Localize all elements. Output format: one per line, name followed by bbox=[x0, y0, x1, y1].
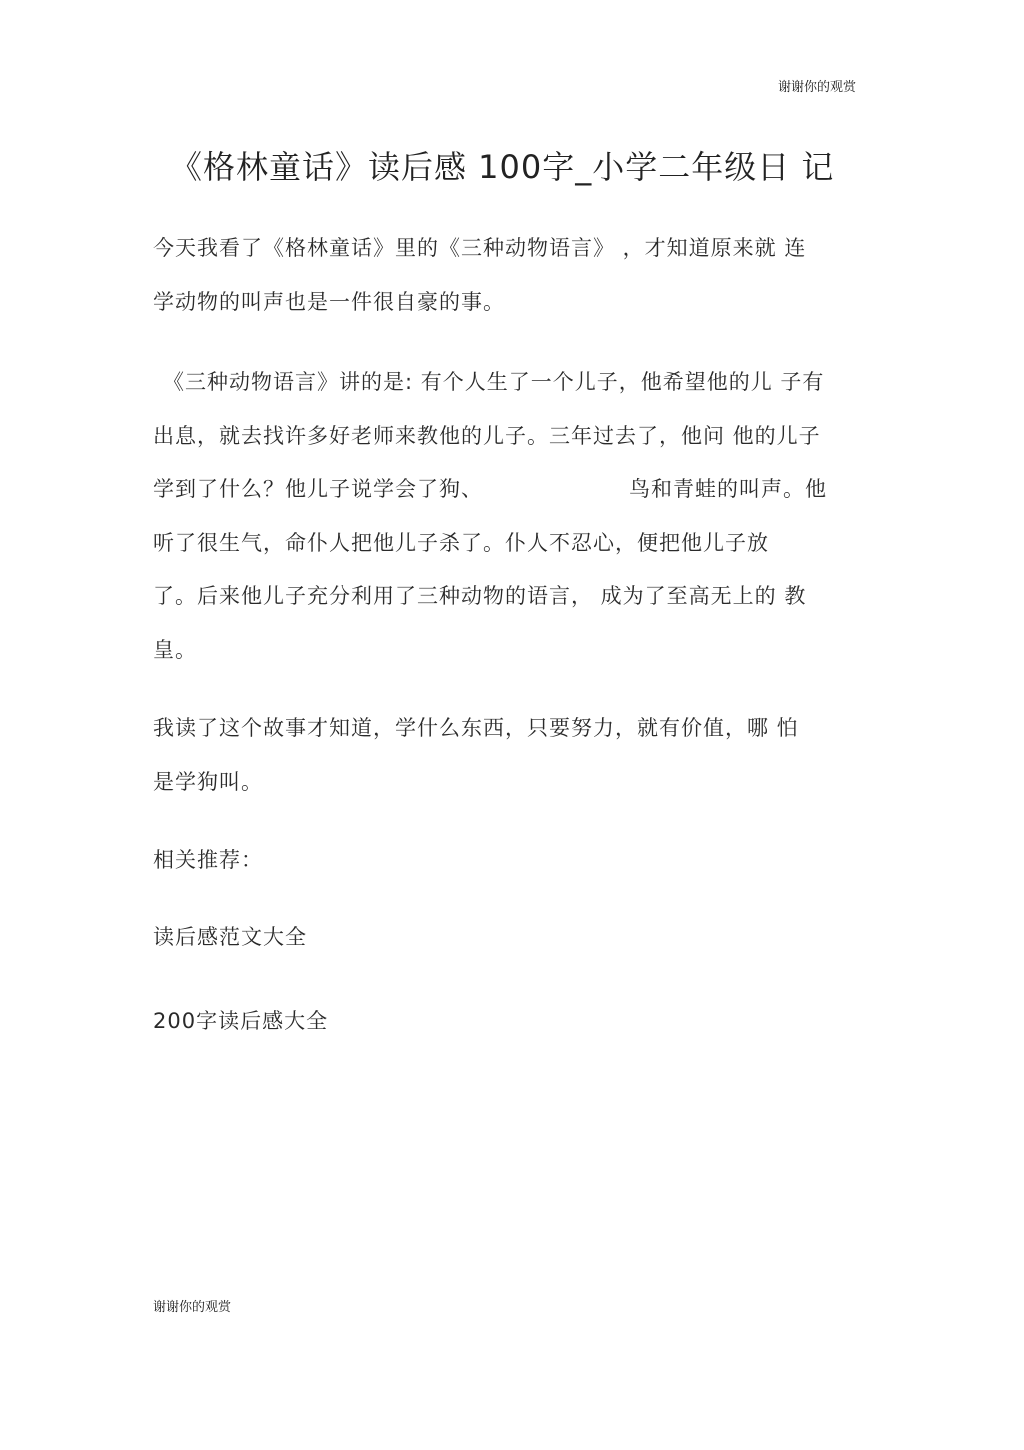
paragraph-2-line-3b: 鸟和青蛙的叫声。他 bbox=[629, 477, 827, 501]
paragraph-1-line-2: 学动物的叫声也是一件很自豪的事。 bbox=[153, 290, 505, 314]
paragraph-1-line-1: 今天我看了《格林童话》里的《三种动物语言》 ，才知道原来就 连 bbox=[153, 236, 807, 260]
paragraph-2-line-5: 了。后来他儿子充分利用了三种动物的语言， 成为了至高无上的 教 bbox=[153, 584, 807, 608]
paragraph-3-line-1: 我读了这个故事才知道，学什么东西，只要努力，就有价值，哪 怕 bbox=[153, 716, 799, 740]
paragraph-2-line-4: 听了很生气，命仆人把他儿子杀了。仆人不忍心，便把他儿子放 bbox=[153, 531, 769, 555]
header-note: 谢谢你的观赏 bbox=[778, 80, 857, 95]
page-title: 《格林童话》读后感 100字_小学二年级日 记 bbox=[170, 148, 835, 186]
paragraph-3-line-2: 是学狗叫。 bbox=[153, 770, 263, 794]
paragraph-2-line-3a: 学到了什么？他儿子说学会了狗、 bbox=[153, 477, 483, 501]
related-label: 相关推荐： bbox=[153, 848, 263, 872]
related-link-reading-essays[interactable]: 读后感范文大全 bbox=[153, 925, 307, 949]
paragraph-2-line-1: 《三种动物语言》讲的是: 有个人生了一个儿子，他希望他的儿 子有 bbox=[163, 370, 825, 394]
footer-note: 谢谢你的观赏 bbox=[153, 1300, 232, 1315]
paragraph-2-line-6: 皇。 bbox=[153, 638, 197, 662]
related-link-200-word-essays[interactable]: 200字读后感大全 bbox=[153, 1009, 329, 1033]
paragraph-2-line-2: 出息，就去找许多好老师来教他的儿子。三年过去了，他问 他的儿子 bbox=[153, 424, 821, 448]
